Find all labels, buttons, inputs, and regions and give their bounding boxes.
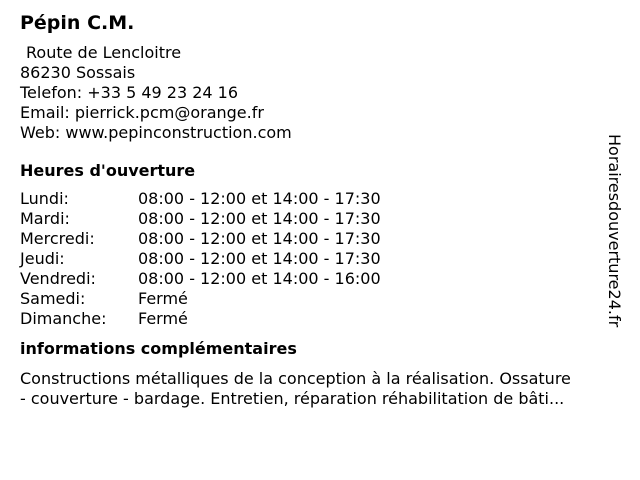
day-label: Dimanche: xyxy=(20,309,107,328)
day-label: Samedi: xyxy=(20,289,86,308)
city-postal-code: 86230 Sossais xyxy=(20,63,136,82)
hours-row-mercredi xyxy=(20,229,610,249)
day-label: Mardi: xyxy=(20,209,70,228)
business-card xyxy=(20,10,610,409)
hours-row-samedi xyxy=(20,289,610,309)
day-label: Lundi: xyxy=(20,189,69,208)
hours-row-mardi xyxy=(20,209,610,229)
business-name: Pépin C.M. xyxy=(20,12,135,34)
time-range: 08:00 - 12:00 et 14:00 - 17:30 xyxy=(138,209,381,228)
website-url: Web: www.pepinconstruction.com xyxy=(20,123,292,142)
watermark-text: Horairesdouverture24.fr xyxy=(605,134,624,328)
time-range: 08:00 - 12:00 et 14:00 - 17:30 xyxy=(138,229,381,248)
description-line: Constructions métalliques de la conception à la réalisation. Ossature xyxy=(20,369,571,388)
time-range: 08:00 - 12:00 et 14:00 - 17:30 xyxy=(138,249,381,268)
opening-hours-heading: Heures d'ouverture xyxy=(20,161,196,180)
additional-info-heading: informations complémentaires xyxy=(20,339,297,358)
time-range: Fermé xyxy=(138,309,188,328)
street-address: Route de Lencloitre xyxy=(26,43,182,62)
opening-hours-table xyxy=(20,189,610,329)
email-address: Email: pierrick.pcm@orange.fr xyxy=(20,103,264,122)
time-range: Fermé xyxy=(138,289,188,308)
phone-number: Telefon: +33 5 49 23 24 16 xyxy=(20,83,239,102)
hours-row-jeudi xyxy=(20,249,610,269)
description-line: - couverture - bardage. Entretien, réparation réhabilitation de bâti... xyxy=(20,389,565,408)
day-label: Vendredi: xyxy=(20,269,96,288)
day-label: Jeudi: xyxy=(20,249,65,268)
time-range: 08:00 - 12:00 et 14:00 - 17:30 xyxy=(138,189,381,208)
address-block xyxy=(20,43,610,143)
hours-row-lundi xyxy=(20,189,610,209)
time-range: 08:00 - 12:00 et 14:00 - 16:00 xyxy=(138,269,381,288)
day-label: Mercredi: xyxy=(20,229,95,248)
hours-row-vendredi xyxy=(20,269,610,289)
hours-row-dimanche xyxy=(20,309,610,329)
